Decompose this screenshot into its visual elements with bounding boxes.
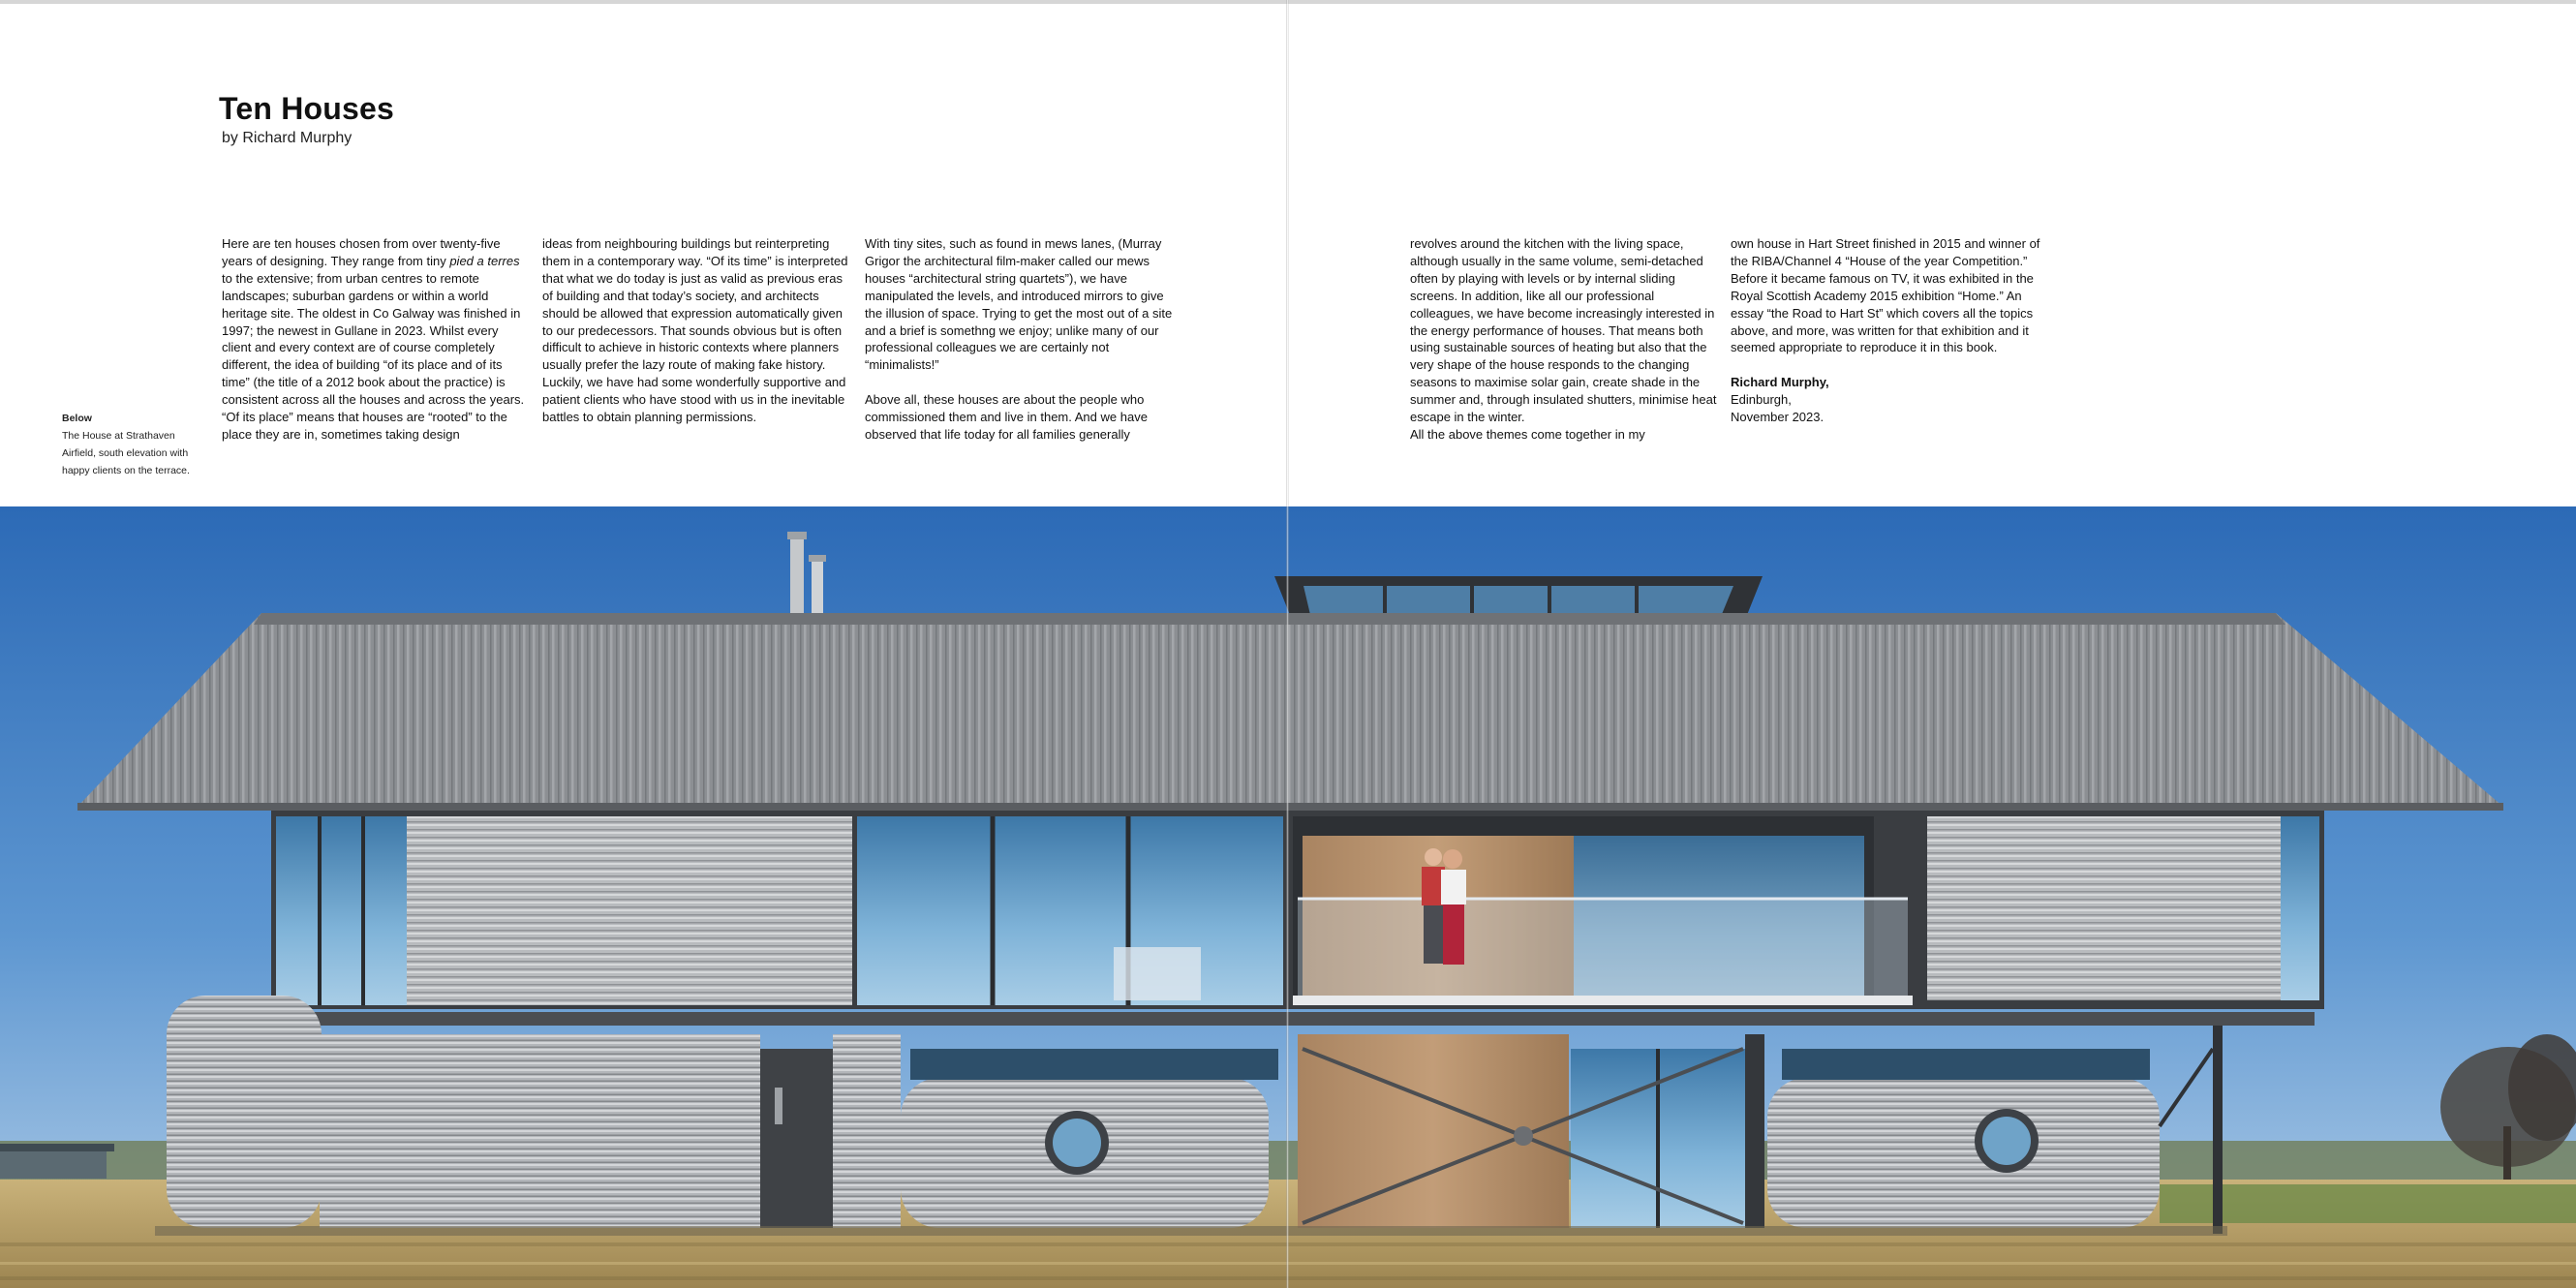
- caption-label: Below: [62, 413, 92, 424]
- article-title: Ten Houses: [219, 91, 394, 126]
- text-column-1: [222, 235, 530, 461]
- italic-text: pied a terres: [449, 253, 520, 268]
- floor-slab: [281, 1012, 2315, 1026]
- upper-left-window: [276, 816, 407, 1005]
- paragraph: revolves around the kitchen with the living space, although usually in the same volume, semi-detached often by playing with levels or by internal sliding screens. In addition, like all our professional colleagues, we have become increasingly interested in the energy performance of houses. That means both using sustainable sources of heating but also that the very shape of the house responds to the changing seasons to maximise solar gain, create shade in the summer and, through insulated shutters, minimise heat escape in the winter.: [1410, 236, 1717, 425]
- text-column-5: [1731, 235, 2050, 426]
- paragraph: All the above themes come together in my: [1410, 426, 1645, 442]
- text-column-3: [865, 235, 1173, 461]
- right-drum: [1767, 1078, 2160, 1228]
- paragraph: Above all, these houses are about the people who commissioned them and live in them. And we have observed that life today for all families generally: [865, 392, 1148, 442]
- distant-shed-roof: [0, 1144, 114, 1151]
- paragraph: own house in Hart Street finished in 2015 and winner of the RIBA/Channel 4 “House of the year Competition.” Before it became famous on TV, it was exhibited in the Royal Scottish Academy 2015 exhibition “Home.” An essay “the Road to Hart St” which covers all the topics above, and more, was written for that exhibition and it seemed appropriate to reproduce it in this book.: [1731, 236, 2040, 355]
- article-byline: by Richard Murphy: [222, 130, 353, 146]
- signature-name: Richard Murphy,: [1731, 375, 1829, 390]
- front-door: [760, 1049, 833, 1228]
- upper-cladding-panel: [407, 816, 852, 1005]
- upper-right-window: [2281, 816, 2319, 1000]
- ground-cladding-strip: [717, 1034, 760, 1228]
- terrace-edge: [1293, 996, 1913, 1005]
- text-run: to the extensive; from urban centres to remote landscapes; suburban gardens or within a world heritage site. The oldest in Co Galway was finished in 1997; the newest in Gullane in 2023. Whilst every client and every context are of course completely different, the idea of building “of its place and of its time” (the title of a 2012 book about the practice) is consistent across all the houses and across the years. “Of its place” means that houses are “rooted” to the place they are in, sometimes taking design: [222, 270, 525, 442]
- roof-eaves: [77, 803, 2503, 811]
- text-column-4: [1410, 235, 1718, 461]
- signature-date: November 2023.: [1731, 410, 1825, 425]
- page-fold: [1286, 0, 1289, 1288]
- left-silo: [167, 996, 322, 1228]
- right-drum-clerestory: [1782, 1049, 2150, 1080]
- left-drum-clerestory: [910, 1049, 1278, 1080]
- text-column-2: [542, 235, 850, 444]
- glass-balustrade: [1298, 899, 1908, 996]
- photo-caption: [62, 410, 207, 479]
- paragraph: With tiny sites, such as found in mews lanes, (Murray Grigor the architectural film-maker called our mews houses “architectural string quartets”), we have manipulated the levels, and introduced mirrors to give the illusion of space. Trying to get the most out of a site and a brief is somethng we enjoy; unlike many of our professional colleagues we are certainly not “minimalists!”: [865, 236, 1173, 373]
- text-run: Here are ten houses chosen from over twenty-five years of designing. They range from tiny: [222, 236, 501, 268]
- upper-glazing: [857, 816, 1283, 1005]
- upper-right-cladding: [1927, 816, 2281, 1000]
- ground-shadow: [155, 1226, 2227, 1236]
- caption-text: The House at Strathaven Airfield, south elevation with happy clients on the terrace.: [62, 430, 190, 476]
- steel-column: [2213, 1026, 2223, 1234]
- roof: [77, 613, 2503, 807]
- paragraph: [222, 235, 530, 444]
- ground-cladding-left: [320, 1034, 717, 1228]
- signature-block: [1731, 374, 2050, 426]
- ground-cladding-mid: [833, 1034, 901, 1228]
- roof-ridge: [254, 613, 2285, 625]
- distant-shed: [0, 1150, 107, 1179]
- signature-place: Edinburgh,: [1731, 392, 1792, 408]
- paragraph: ideas from neighbouring buildings but reinterpreting them in a contemporary way. “Of its time” is interpreted that what we do today is just as valid as previous eras of building and that today’s society, and architects should be allowed that expression automatically given to our predecessors. That sounds obvious but is often difficult to achieve in historic contexts where planners usually prefer the lazy route of making fake history. Luckily, we have had some wonderfully supportive and patient clients who have stood with us in the inevitable battles to obtain planning permissions.: [542, 236, 848, 425]
